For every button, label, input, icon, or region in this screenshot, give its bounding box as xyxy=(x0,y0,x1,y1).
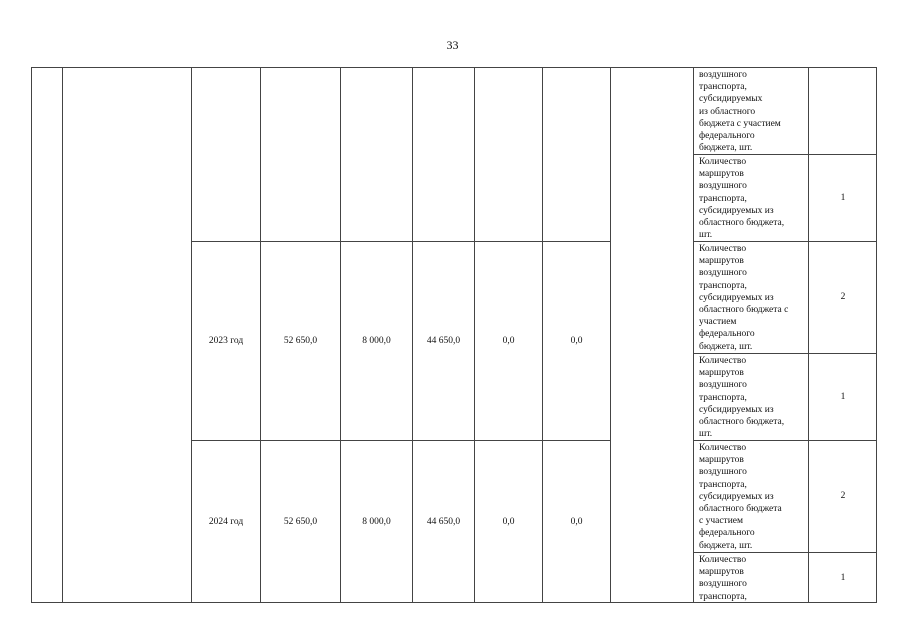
cont-other-cell xyxy=(542,67,610,241)
federal-cell-2024: 8 000,0 xyxy=(340,440,412,603)
other-cell-2023: 0,0 xyxy=(542,241,610,440)
indicator-name: Количество маршрутов воздушного транспорта, субсидируемых из областного бюджета с участием федерального бюджета, шт. xyxy=(693,440,808,552)
program-table xyxy=(31,67,877,603)
cont-total-cell xyxy=(260,67,340,241)
total-cell-2024: 52 650,0 xyxy=(260,440,340,603)
cont-federal-cell xyxy=(340,67,412,241)
federal-cell-2023: 8 000,0 xyxy=(340,241,412,440)
indicator-name: воздушного транспорта, субсидируемых из областного бюджета с участием федерального бюджета, шт. xyxy=(693,67,808,154)
year-cell-2024: 2024 год xyxy=(191,440,260,603)
indicator-name: Количество маршрутов воздушного транспорта, субсидируемых из областного бюджета, шт. xyxy=(693,353,808,440)
total-cell-2023: 52 650,0 xyxy=(260,241,340,440)
measure-name-column xyxy=(62,67,191,603)
indicator-value xyxy=(808,67,877,154)
indicator-name: Количество маршрутов воздушного транспорта, xyxy=(693,552,808,603)
cont-regional-cell xyxy=(412,67,474,241)
other-cell-2024: 0,0 xyxy=(542,440,610,603)
local-cell-2023: 0,0 xyxy=(474,241,542,440)
indicator-value: 2 xyxy=(808,241,877,353)
indicator-value: 1 xyxy=(808,552,877,603)
indicator-name: Количество маршрутов воздушного транспорта, субсидируемых из областного бюджета, шт. xyxy=(693,154,808,241)
indicator-value: 1 xyxy=(808,154,877,241)
cont-year-cell xyxy=(191,67,260,241)
local-cell-2024: 0,0 xyxy=(474,440,542,603)
page-number: 33 xyxy=(446,38,459,52)
regional-cell-2023: 44 650,0 xyxy=(412,241,474,440)
indicator-name: Количество маршрутов воздушного транспорта, субсидируемых из областного бюджета с участием федерального бюджета, шт. xyxy=(693,241,808,353)
executor-column xyxy=(610,67,693,603)
cont-local-cell xyxy=(474,67,542,241)
regional-cell-2024: 44 650,0 xyxy=(412,440,474,603)
year-cell-2023: 2023 год xyxy=(191,241,260,440)
number-column xyxy=(31,67,62,603)
indicator-value: 1 xyxy=(808,353,877,440)
indicator-value: 2 xyxy=(808,440,877,552)
